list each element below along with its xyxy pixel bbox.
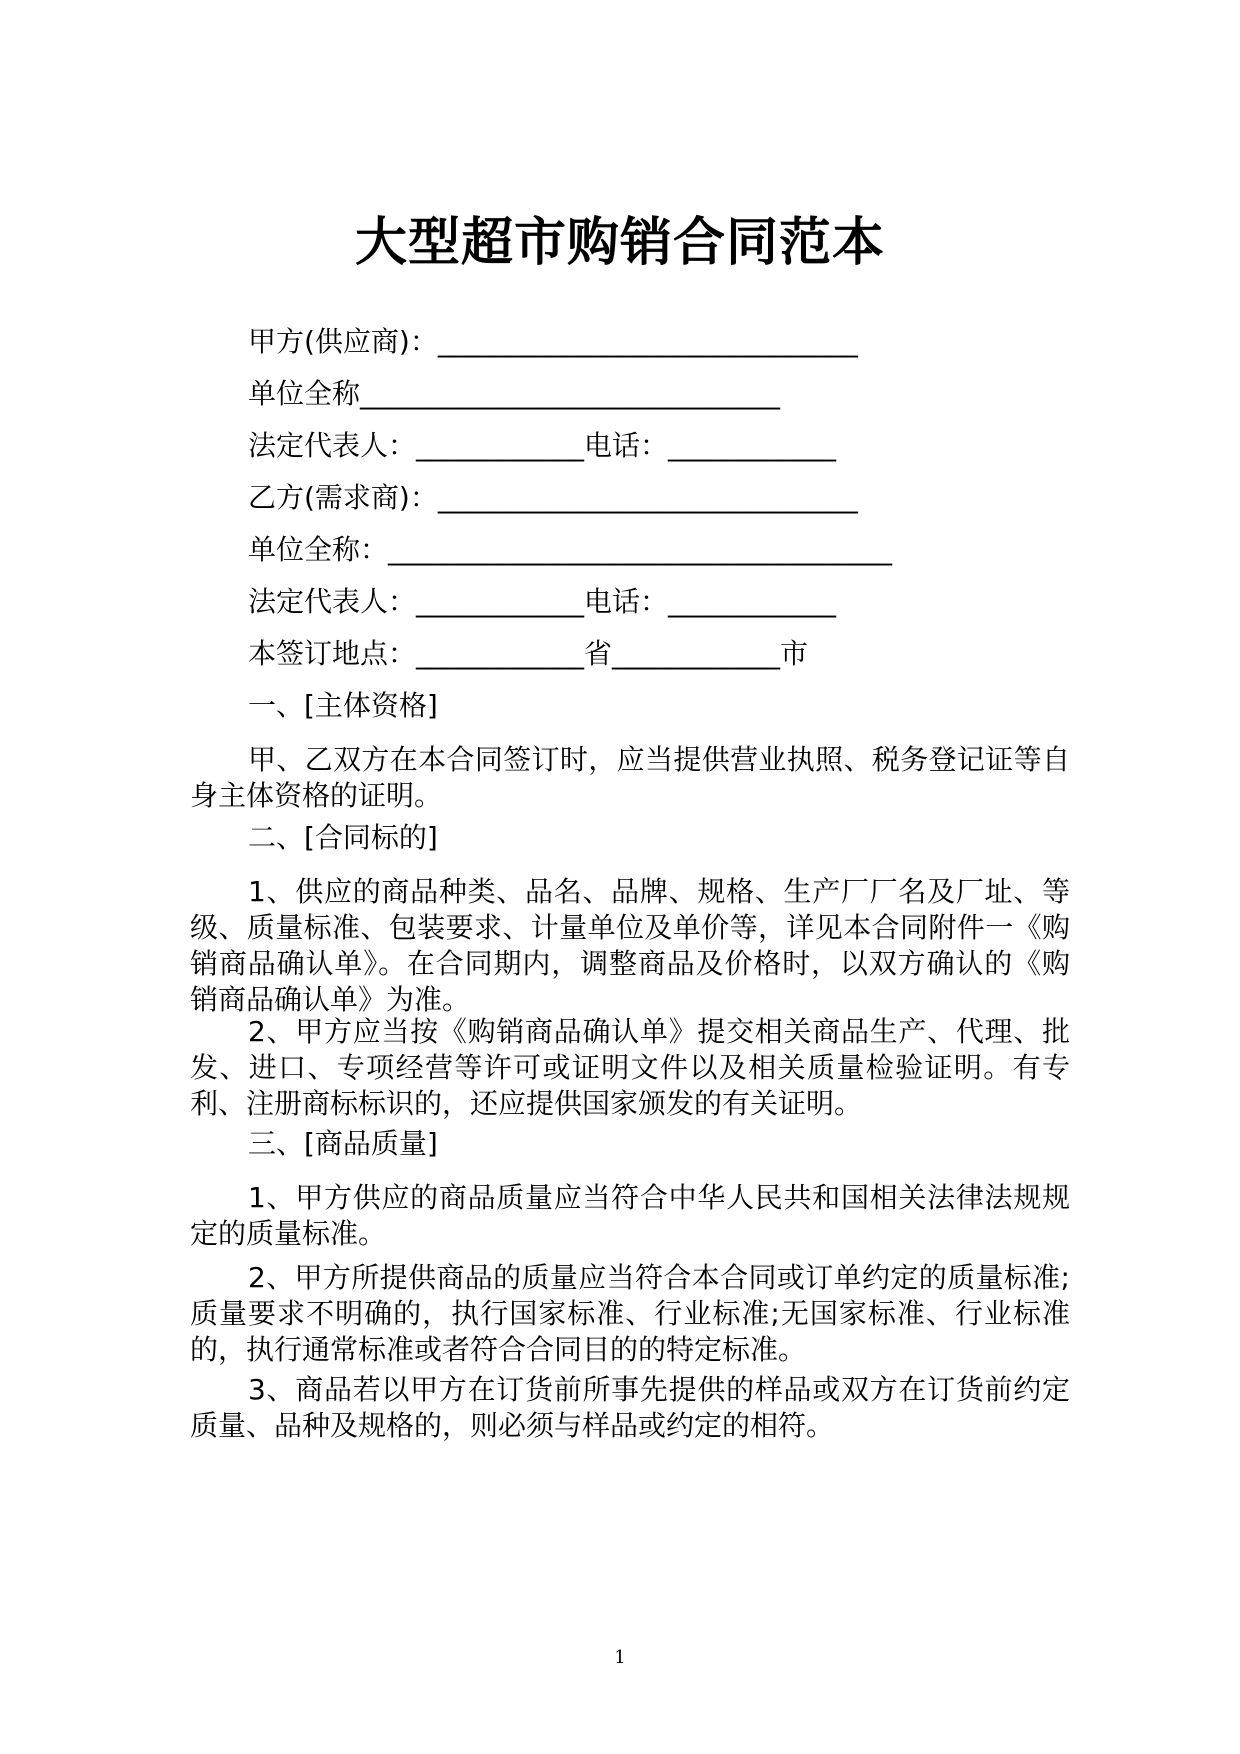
document-title: 大型超市购销合同范本 — [354, 213, 885, 273]
section-heading-quality: 三、[商品质量] — [248, 1127, 438, 1160]
field-party-a-representative-phone: 法定代表人：____________电话：____________ — [248, 429, 837, 462]
field-party-b: 乙方(需求商)：______________________________ — [248, 481, 858, 514]
section-heading-qualification: 一、[主体资格] — [248, 689, 438, 722]
paragraph-subject-1: 1、供应的商品种类、品名、品牌、规格、生产厂厂名及厂址、等级、质量标准、包装要求、计量单位及单价等，详见本合同附件一《购销商品确认单》。在合同期内，调整商品及价格时，以双方确认的《购销商品确认单》为准。 — [190, 875, 1070, 1016]
field-signing-location: 本签订地点：____________省____________市 — [248, 637, 809, 670]
paragraph-subject-2: 2、甲方应当按《购销商品确认单》提交相关商品生产、代理、批发、进口、专项经营等许可或证明文件以及相关质量检验证明。有专利、注册商标标识的，还应提供国家颁发的有关证明。 — [190, 1015, 1070, 1120]
section-heading-subject: 二、[合同标的] — [248, 821, 438, 854]
field-party-a-unit-name: 单位全称______________________________ — [248, 377, 781, 410]
paragraph-quality-1: 1、甲方供应的商品质量应当符合中华人民共和国相关法律法规规定的质量标准。 — [190, 1181, 1070, 1250]
field-party-b-representative-phone: 法定代表人：____________电话：____________ — [248, 585, 837, 618]
paragraph-qualification: 甲、乙双方在本合同签订时，应当提供营业执照、税务登记证等自身主体资格的证明。 — [190, 743, 1070, 812]
page-number: 1 — [614, 1647, 626, 1668]
field-party-b-unit-name: 单位全称：____________________________________ — [248, 533, 893, 566]
paragraph-quality-3: 3、商品若以甲方在订货前所事先提供的样品或双方在订货前约定质量、品种及规格的，则必须与样品或约定的相符。 — [190, 1373, 1070, 1442]
paragraph-quality-2: 2、甲方所提供商品的质量应当符合本合同或订单约定的质量标准;质量要求不明确的，执行国家标准、行业标准;无国家标准、行业标准的，执行通常标准或者符合合同目的的特定标准。 — [190, 1261, 1070, 1366]
field-party-a: 甲方(供应商)：______________________________ — [248, 325, 858, 358]
